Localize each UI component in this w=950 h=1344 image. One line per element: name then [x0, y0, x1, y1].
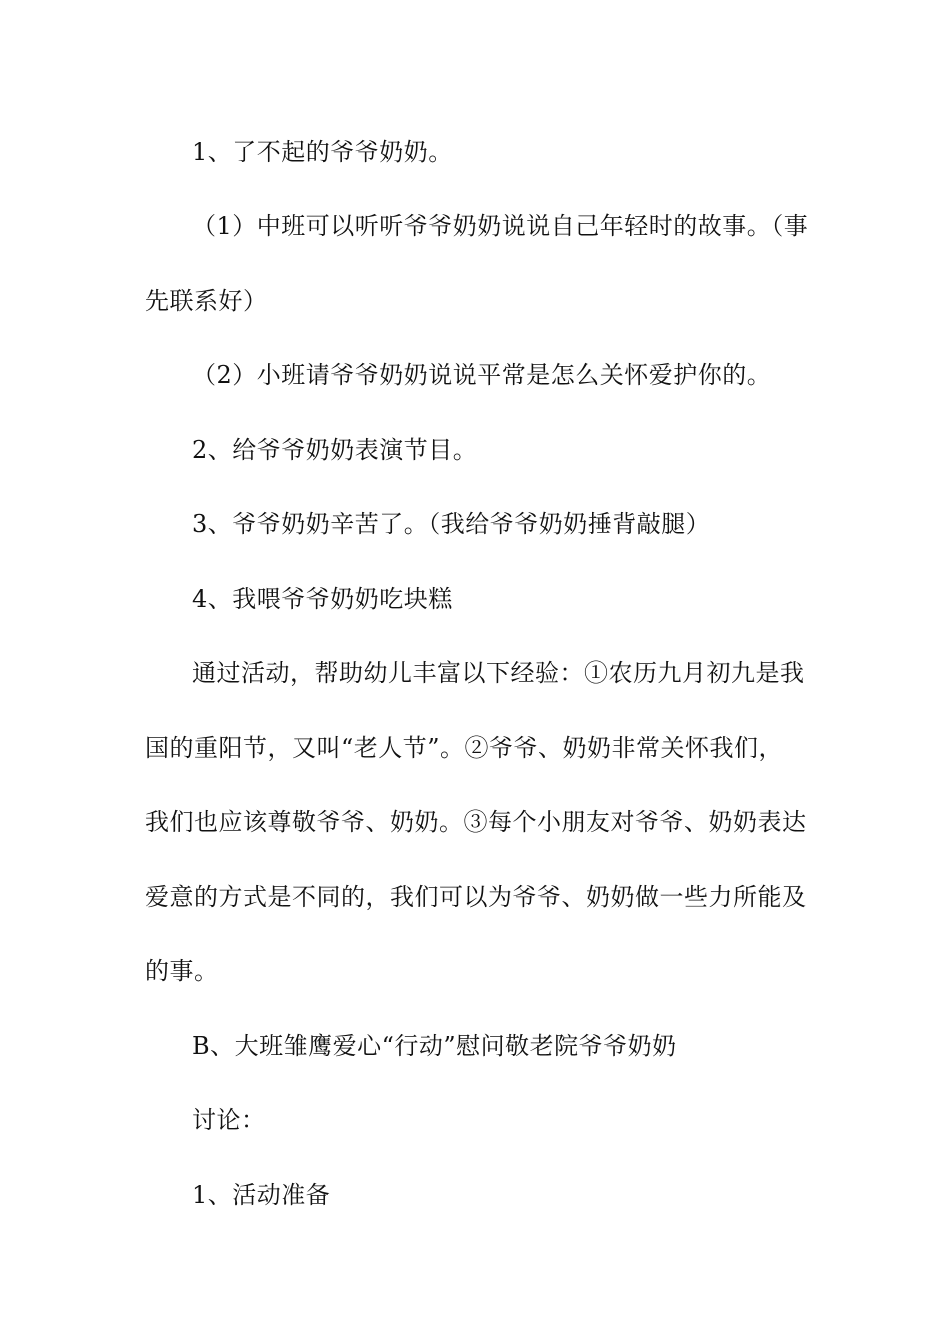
summary-line-5: 的事。	[145, 957, 219, 985]
summary-line-1: 通过活动，帮助幼儿丰富以下经验：①农历九月初九是我	[192, 659, 805, 687]
discussion-label: 讨论：	[192, 1106, 266, 1134]
item-1-sub-1-line-2: 先联系好）	[145, 287, 268, 315]
summary-line-3: 我们也应该尊敬爷爷、奶奶。③每个小朋友对爷爷、奶奶表达	[145, 808, 807, 836]
item-1-heading: 1、了不起的爷爷奶奶。	[192, 138, 453, 166]
item-4-heading: 4、我喂爷爷奶奶吃块糕	[192, 585, 453, 613]
summary-line-4: 爱意的方式是不同的，我们可以为爷爷、奶奶做一些力所能及	[145, 883, 807, 911]
section-b-heading: B、大班雏鹰爱心“行动”慰问敬老院爷爷奶奶	[192, 1032, 677, 1060]
activity-preparation-heading: 1、活动准备	[192, 1181, 331, 1209]
item-2-heading: 2、给爷爷奶奶表演节目。	[192, 436, 478, 464]
item-3-heading: 3、爷爷奶奶辛苦了。（我给爷爷奶奶捶背敲腿）	[192, 510, 711, 538]
item-1-sub-1-line-1: （1）中班可以听听爷爷奶奶说说自己年轻时的故事。（事	[192, 212, 809, 240]
summary-line-2: 国的重阳节，又叫“老人节”。②爷爷、奶奶非常关怀我们，	[145, 734, 784, 762]
item-1-sub-2: （2）小班请爷爷奶奶说说平常是怎么关怀爱护你的。	[192, 361, 772, 389]
